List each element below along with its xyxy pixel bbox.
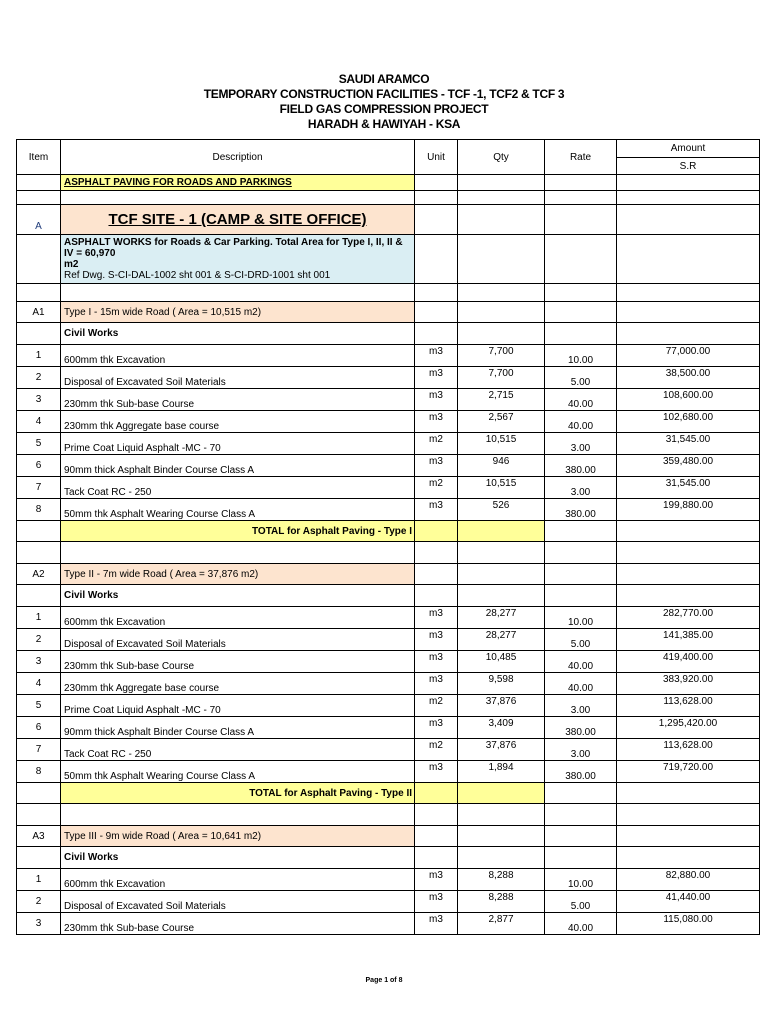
empty-cell xyxy=(458,542,545,564)
row-unit: m3 xyxy=(415,455,458,477)
empty-cell xyxy=(458,847,545,869)
row-qty: 2,715 xyxy=(458,389,545,411)
row-item: 7 xyxy=(17,477,61,499)
table-row xyxy=(17,739,760,761)
site-title: TCF SITE - 1 (CAMP & SITE OFFICE) xyxy=(61,205,415,235)
spacer-row xyxy=(17,804,760,826)
group-title: Type III - 9m wide Road ( Area = 10,641 m2) xyxy=(61,826,415,847)
row-qty: 10,515 xyxy=(458,477,545,499)
row-description: Prime Coat Liquid Asphalt -MC - 70 xyxy=(61,433,415,455)
group-title: Type I - 15m wide Road ( Area = 10,515 m2) xyxy=(61,302,415,323)
row-qty: 7,700 xyxy=(458,367,545,389)
group-subtitle-row xyxy=(17,847,760,869)
row-amount: 383,920.00 xyxy=(617,673,760,695)
row-amount: 115,080.00 xyxy=(617,913,760,935)
table-header-row xyxy=(17,140,760,158)
row-amount: 82,880.00 xyxy=(617,869,760,891)
row-unit: m3 xyxy=(415,629,458,651)
group-item: A1 xyxy=(17,302,61,323)
empty-cell xyxy=(17,847,61,869)
row-amount: 38,500.00 xyxy=(617,367,760,389)
row-qty: 8,288 xyxy=(458,891,545,913)
bill-of-quantities-table xyxy=(16,139,760,935)
group-title-row xyxy=(17,826,760,847)
empty-cell xyxy=(17,542,61,564)
row-qty: 2,877 xyxy=(458,913,545,935)
empty-cell xyxy=(458,585,545,607)
row-item: 3 xyxy=(17,913,61,935)
spacer-row xyxy=(17,542,760,564)
total-filler xyxy=(415,783,458,804)
row-description: 600mm thk Excavation xyxy=(61,345,415,367)
row-unit: m3 xyxy=(415,673,458,695)
col-header-unit: Unit xyxy=(415,140,458,175)
row-qty: 2,567 xyxy=(458,411,545,433)
intro-row xyxy=(17,235,760,284)
table-row xyxy=(17,607,760,629)
intro-line-2: m2 xyxy=(64,259,79,270)
group-subtitle: Civil Works xyxy=(61,585,415,607)
table-body xyxy=(17,140,760,935)
site-title-row xyxy=(17,205,760,235)
table-row xyxy=(17,411,760,433)
row-qty: 7,700 xyxy=(458,345,545,367)
document-header xyxy=(0,72,768,132)
row-item: 3 xyxy=(17,389,61,411)
row-amount: 31,545.00 xyxy=(617,433,760,455)
table-row xyxy=(17,629,760,651)
row-unit: m2 xyxy=(415,739,458,761)
row-item: 1 xyxy=(17,869,61,891)
row-rate: 10.00 xyxy=(545,345,617,367)
row-description: Disposal of Excavated Soil Materials xyxy=(61,891,415,913)
intro-reference: Ref Dwg. S-CI-DAL-1002 sht 001 & S-CI-DRD-1001 sht 001 xyxy=(64,270,331,281)
empty-cell xyxy=(415,302,458,323)
group-subtitle-row xyxy=(17,323,760,345)
empty-cell xyxy=(545,783,617,804)
row-description: 230mm thk Aggregate base course xyxy=(61,673,415,695)
row-item: 4 xyxy=(17,411,61,433)
row-qty: 28,277 xyxy=(458,629,545,651)
header-facilities: TEMPORARY CONSTRUCTION FACILITIES - TCF -1, TCF2 & TCF 3 xyxy=(203,87,565,101)
empty-cell xyxy=(61,804,415,826)
empty-cell xyxy=(617,302,760,323)
row-item: 2 xyxy=(17,629,61,651)
row-amount: 113,628.00 xyxy=(617,739,760,761)
empty-cell xyxy=(61,542,415,564)
empty-cell xyxy=(617,783,760,804)
table-row xyxy=(17,477,760,499)
row-amount: 113,628.00 xyxy=(617,695,760,717)
group-subtitle-row xyxy=(17,585,760,607)
header-company: SAUDI ARAMCO xyxy=(338,72,430,86)
empty-cell xyxy=(545,542,617,564)
row-item: 3 xyxy=(17,651,61,673)
row-qty: 28,277 xyxy=(458,607,545,629)
group-total-label: TOTAL for Asphalt Paving - Type II xyxy=(61,783,415,804)
empty-cell xyxy=(617,804,760,826)
col-header-qty: Qty xyxy=(458,140,545,175)
row-unit: m3 xyxy=(415,761,458,783)
row-rate: 3.00 xyxy=(545,695,617,717)
row-description: 230mm thk Sub-base Course xyxy=(61,913,415,935)
row-qty: 10,485 xyxy=(458,651,545,673)
row-unit: m2 xyxy=(415,433,458,455)
table-row xyxy=(17,673,760,695)
row-item: 6 xyxy=(17,455,61,477)
intro-line-1: ASPHALT WORKS for Roads & Car Parking. Total Area for Type I, II, II & IV = 60,970 xyxy=(64,237,403,259)
table-row xyxy=(17,869,760,891)
row-amount: 1,295,420.00 xyxy=(617,717,760,739)
empty-cell xyxy=(617,284,760,302)
row-item: 8 xyxy=(17,761,61,783)
row-rate: 10.00 xyxy=(545,869,617,891)
empty-cell xyxy=(415,585,458,607)
row-rate: 5.00 xyxy=(545,629,617,651)
row-rate: 5.00 xyxy=(545,367,617,389)
empty-cell xyxy=(415,564,458,585)
row-description: Disposal of Excavated Soil Materials xyxy=(61,367,415,389)
page-number: Page 1 of 8 xyxy=(365,977,403,984)
row-description: 600mm thk Excavation xyxy=(61,869,415,891)
row-amount: 141,385.00 xyxy=(617,629,760,651)
total-filler xyxy=(458,783,545,804)
total-filler xyxy=(458,521,545,542)
empty-cell xyxy=(545,564,617,585)
table-row xyxy=(17,367,760,389)
group-title-row xyxy=(17,302,760,323)
row-description: 50mm thk Asphalt Wearing Course Class A xyxy=(61,761,415,783)
section-title-row xyxy=(17,175,760,191)
table-row xyxy=(17,891,760,913)
empty-cell xyxy=(545,284,617,302)
row-amount: 102,680.00 xyxy=(617,411,760,433)
row-unit: m2 xyxy=(415,695,458,717)
row-item: 6 xyxy=(17,717,61,739)
row-unit: m3 xyxy=(415,345,458,367)
row-qty: 37,876 xyxy=(458,695,545,717)
row-rate: 380.00 xyxy=(545,455,617,477)
row-unit: m2 xyxy=(415,477,458,499)
header-project: FIELD GAS COMPRESSION PROJECT xyxy=(279,102,489,116)
empty-cell xyxy=(458,323,545,345)
row-rate: 5.00 xyxy=(545,891,617,913)
group-title: Type II - 7m wide Road ( Area = 37,876 m2) xyxy=(61,564,415,585)
row-item: 8 xyxy=(17,499,61,521)
row-item: 1 xyxy=(17,607,61,629)
row-unit: m3 xyxy=(415,891,458,913)
empty-cell xyxy=(17,323,61,345)
empty-cell xyxy=(458,284,545,302)
group-subtitle: Civil Works xyxy=(61,847,415,869)
row-rate: 3.00 xyxy=(545,739,617,761)
empty-cell xyxy=(617,542,760,564)
row-rate: 380.00 xyxy=(545,761,617,783)
row-unit: m3 xyxy=(415,869,458,891)
row-rate: 40.00 xyxy=(545,411,617,433)
table-row xyxy=(17,345,760,367)
intro-description xyxy=(61,235,415,284)
row-description: 90mm thick Asphalt Binder Course Class A xyxy=(61,455,415,477)
row-description: Tack Coat RC - 250 xyxy=(61,477,415,499)
empty-cell xyxy=(61,284,415,302)
empty-cell xyxy=(415,542,458,564)
row-item: 4 xyxy=(17,673,61,695)
empty-cell xyxy=(617,564,760,585)
empty-cell xyxy=(545,323,617,345)
empty-cell xyxy=(545,521,617,542)
row-description: Prime Coat Liquid Asphalt -MC - 70 xyxy=(61,695,415,717)
table-row xyxy=(17,389,760,411)
row-rate: 3.00 xyxy=(545,433,617,455)
header-location: HARADH & HAWIYAH - KSA xyxy=(307,117,461,131)
row-amount: 199,880.00 xyxy=(617,499,760,521)
row-qty: 946 xyxy=(458,455,545,477)
row-qty: 37,876 xyxy=(458,739,545,761)
row-unit: m3 xyxy=(415,651,458,673)
row-rate: 380.00 xyxy=(545,499,617,521)
row-unit: m3 xyxy=(415,389,458,411)
empty-cell xyxy=(545,804,617,826)
empty-cell xyxy=(17,804,61,826)
row-description: 230mm thk Aggregate base course xyxy=(61,411,415,433)
row-item: 1 xyxy=(17,345,61,367)
empty-cell xyxy=(17,284,61,302)
empty-cell xyxy=(17,783,61,804)
empty-cell xyxy=(17,521,61,542)
total-filler xyxy=(415,521,458,542)
row-description: 230mm thk Sub-base Course xyxy=(61,389,415,411)
table-row xyxy=(17,913,760,935)
row-amount: 719,720.00 xyxy=(617,761,760,783)
spacer-row xyxy=(17,284,760,302)
table-row xyxy=(17,651,760,673)
group-total-row xyxy=(17,521,760,542)
table-row xyxy=(17,695,760,717)
empty-cell xyxy=(617,521,760,542)
table-row xyxy=(17,499,760,521)
row-amount: 31,545.00 xyxy=(617,477,760,499)
col-header-item: Item xyxy=(17,140,61,175)
row-rate: 40.00 xyxy=(545,673,617,695)
empty-cell xyxy=(458,564,545,585)
table-row xyxy=(17,761,760,783)
row-description: 90mm thick Asphalt Binder Course Class A xyxy=(61,717,415,739)
empty-cell xyxy=(458,826,545,847)
empty-cell xyxy=(545,585,617,607)
row-amount: 359,480.00 xyxy=(617,455,760,477)
empty-cell xyxy=(617,847,760,869)
empty-cell xyxy=(415,847,458,869)
row-unit: m3 xyxy=(415,607,458,629)
row-amount: 419,400.00 xyxy=(617,651,760,673)
row-unit: m3 xyxy=(415,717,458,739)
row-qty: 1,894 xyxy=(458,761,545,783)
row-description: 600mm thk Excavation xyxy=(61,607,415,629)
row-item: 2 xyxy=(17,367,61,389)
row-unit: m3 xyxy=(415,411,458,433)
group-item: A3 xyxy=(17,826,61,847)
empty-cell xyxy=(545,826,617,847)
empty-cell xyxy=(415,284,458,302)
col-header-currency: S.R xyxy=(617,158,760,175)
col-header-description: Description xyxy=(61,140,415,175)
empty-cell xyxy=(617,585,760,607)
row-amount: 282,770.00 xyxy=(617,607,760,629)
row-item: 5 xyxy=(17,695,61,717)
row-qty: 9,598 xyxy=(458,673,545,695)
col-header-rate: Rate xyxy=(545,140,617,175)
section-title: ASPHALT PAVING FOR ROADS AND PARKINGS xyxy=(61,175,415,191)
empty-cell xyxy=(415,826,458,847)
row-rate: 40.00 xyxy=(545,913,617,935)
row-amount: 41,440.00 xyxy=(617,891,760,913)
row-unit: m3 xyxy=(415,367,458,389)
row-rate: 380.00 xyxy=(545,717,617,739)
row-rate: 10.00 xyxy=(545,607,617,629)
row-qty: 3,409 xyxy=(458,717,545,739)
table-row xyxy=(17,433,760,455)
group-item: A2 xyxy=(17,564,61,585)
empty-cell xyxy=(17,585,61,607)
row-item: 7 xyxy=(17,739,61,761)
row-qty: 8,288 xyxy=(458,869,545,891)
empty-cell xyxy=(545,847,617,869)
row-rate: 40.00 xyxy=(545,389,617,411)
col-header-amount: Amount xyxy=(617,140,760,158)
empty-cell xyxy=(617,323,760,345)
row-qty: 10,515 xyxy=(458,433,545,455)
row-description: Disposal of Excavated Soil Materials xyxy=(61,629,415,651)
empty-cell xyxy=(458,804,545,826)
row-description: 50mm thk Asphalt Wearing Course Class A xyxy=(61,499,415,521)
row-rate: 3.00 xyxy=(545,477,617,499)
site-item: A xyxy=(17,205,61,235)
spacer-row xyxy=(17,191,760,205)
row-item: 5 xyxy=(17,433,61,455)
row-unit: m3 xyxy=(415,499,458,521)
group-total-row xyxy=(17,783,760,804)
empty-cell xyxy=(458,302,545,323)
row-item: 2 xyxy=(17,891,61,913)
row-rate: 40.00 xyxy=(545,651,617,673)
row-unit: m3 xyxy=(415,913,458,935)
row-amount: 77,000.00 xyxy=(617,345,760,367)
row-amount: 108,600.00 xyxy=(617,389,760,411)
row-description: 230mm thk Sub-base Course xyxy=(61,651,415,673)
empty-cell xyxy=(415,323,458,345)
row-qty: 526 xyxy=(458,499,545,521)
table-row xyxy=(17,717,760,739)
group-total-label: TOTAL for Asphalt Paving - Type I xyxy=(61,521,415,542)
group-title-row xyxy=(17,564,760,585)
row-description: Tack Coat RC - 250 xyxy=(61,739,415,761)
empty-cell xyxy=(415,804,458,826)
group-subtitle: Civil Works xyxy=(61,323,415,345)
empty-cell xyxy=(617,826,760,847)
empty-cell xyxy=(545,302,617,323)
table-row xyxy=(17,455,760,477)
